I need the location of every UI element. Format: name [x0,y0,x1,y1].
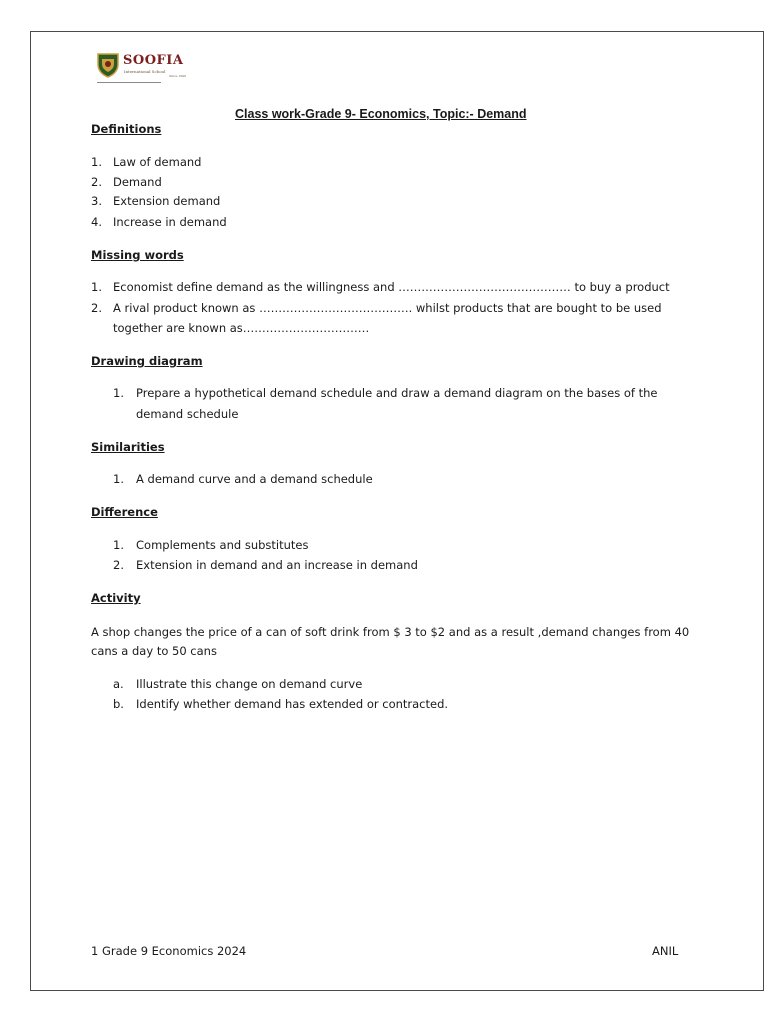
activity-paragraph-line: cans a day to 50 cans [91,644,217,658]
similarities-heading: Similarities [91,440,165,454]
list-item-line: A rival product known as …………………………………. whilst products that are bought to be used [113,301,662,315]
list-number: 3. [91,194,102,208]
list-number: 4. [91,215,102,229]
logo-subtitle: International School [124,69,166,74]
list-item: Complements and substitutes [136,538,309,552]
shield-icon [97,52,119,78]
list-item: Increase in demand [113,215,227,229]
list-number: 1. [113,472,124,486]
list-item: Extension demand [113,194,221,208]
list-item: Illustrate this change on demand curve [136,677,363,691]
definitions-heading: Definitions [91,122,162,136]
page-title: Class work-Grade 9- Economics, Topic:- Demand [235,107,527,121]
footer-right: ANIL [652,944,679,958]
list-number: 2. [91,175,102,189]
list-number: 1. [91,155,102,169]
activity-heading: Activity [91,591,141,605]
list-item: Identify whether demand has extended or contracted. [136,697,449,711]
document-page [30,31,764,991]
logo-name: SOOFIA [123,53,184,68]
list-item: Economist define demand as the willingness and ……………………………………… to buy a product [113,280,670,294]
activity-paragraph-line: A shop changes the price of a can of soft drink from $ 3 to $2 and as a result ,demand changes from 40 [91,625,690,639]
logo-underline [97,82,161,83]
list-item: Extension in demand and an increase in demand [136,558,418,572]
list-number: 1. [113,386,124,400]
drawing-diagram-heading: Drawing diagram [91,354,203,368]
list-item: A demand curve and a demand schedule [136,472,373,486]
list-letter: a. [113,677,124,691]
list-number: 2. [91,301,102,315]
footer-left: 1 Grade 9 Economics 2024 [91,944,247,958]
difference-heading: Difference [91,505,158,519]
list-letter: b. [113,697,124,711]
school-logo [97,52,191,86]
list-item: Law of demand [113,155,202,169]
list-number: 2. [113,558,124,572]
missing-words-heading: Missing words [91,248,184,262]
list-number: 1. [91,280,102,294]
list-item-line: together are known as…………………………… [113,321,370,335]
logo-established: Since 1996 [169,74,186,78]
list-item-line: Prepare a hypothetical demand schedule and draw a demand diagram on the bases of the [136,386,658,400]
list-number: 1. [113,538,124,552]
list-item-line: demand schedule [136,407,239,421]
list-item: Demand [113,175,162,189]
